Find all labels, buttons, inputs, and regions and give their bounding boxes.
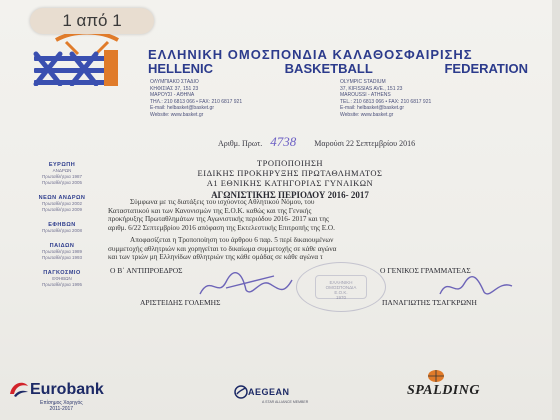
honours-sidebar <box>22 162 102 297</box>
signatory-name-right: ΠΑΝΑΓΙΩΤΗΣ ΤΣΑΓΚΡΩΝΗ <box>382 298 477 307</box>
viewer-scrollbar[interactable] <box>552 0 560 420</box>
protocol-number: 4738 <box>270 134 297 149</box>
honours-group: ΕΥΡΩΠΗ ΑΝΔΡΩΝ Πρωταθλήτρια 1987 Πρωταθλήτρια 2005 <box>42 162 82 185</box>
sponsor-spalding: SPALDING <box>407 383 480 398</box>
aegean-logo-icon <box>234 385 248 399</box>
sponsor-eurobank: Eurobank Επίσημος Χορηγός 2011-2017 <box>6 372 166 418</box>
signature-left <box>196 268 296 302</box>
federation-logo <box>22 34 146 86</box>
protocol-line <box>218 134 415 150</box>
honours-group: ΝΕΩΝ ΑΝΔΡΩΝ Πρωταθλήτρια 2002 Πρωταθλήτρια 2009 <box>38 195 86 212</box>
official-stamp: ΕΛΛΗΝΙΚΗ ΟΜΟΣΠΟΝΔΙΑ Ε.Ο.Κ. 1970 <box>296 262 386 312</box>
federation-name-greek: ΕΛΛΗΝΙΚΗ ΟΜΟΣΠΟΝΔΙΑ ΚΑΛΑΘΟΣΦΑΙΡΙΣΗΣ <box>148 47 473 62</box>
body-paragraph: Αποφασίζεται η Τροποποίηση του άρθρου 6 παρ. 5 περί δικαιουμένων συμμετοχής αθλητριών και χορηγείται το δικαίωμα συμμετοχής σε κάθε αγώνα και των τριών μη Ελληνίδων αθλητριών της κάθε ομάδας σε κάθε αγώνα τ <box>108 236 337 261</box>
sponsor-aegean: AEGEAN <box>248 387 290 397</box>
spalding-ball-icon <box>426 368 446 382</box>
body-paragraph: Σύμφωνα με τις διατάξεις του ισχύοντος Αθλητικού Νόμου, του Καταστατικού και των Κανονισμών της Ε.Ο.Κ. καθώς και της Γενικής προκήρυξης Πρωταθλημάτων της Αγωνιστικής περιόδου 2016- 2017 και της αριθμ. 6/22 Σεπτεμβρίου 2016 απόφαση της Εκτελεστικής Επιτροπής της Ε.Ο. <box>108 198 335 232</box>
document-date: Μαρούσι 22 Σεπτεμβρίου 2016 <box>314 139 416 148</box>
federation-name-english: HELLENIC BASKETBALL FEDERATION <box>148 61 528 76</box>
honours-group: ΠΑΙΔΩΝ Πρωταθλήτρια 1989 Πρωταθλήτρια 1993 <box>42 243 82 260</box>
aegean-tagline: A STAR ALLIANCE MEMBER <box>262 400 309 404</box>
signatory-role-right: Ο ΓΕΝΙΚΟΣ ΓΡΑΜΜΑΤΕΑΣ <box>380 266 471 275</box>
protocol-label: Αριθμ. Πρωτ. <box>218 139 263 148</box>
honours-group: ΕΦΗΒΩΝ Πρωταθλήτρια 2008 <box>42 222 82 233</box>
document-title: ΤΡΟΠΟΠΟΙΗΣΗ ΕΙΔΙΚΗΣ ΠΡΟΚΗΡΥΞΗΣ ΠΡΩΤΑΘΛΗΜΑΤΟΣ Α1 ΕΘΝΙΚΗΣ ΚΑΤΗΓΟΡΙΑΣ ΓΥΝΑΙΚΩΝ ΑΓΩΝΙΣΤΙΚΗΣ ΠΕΡΙΟΔΟΥ 2016- 2017 <box>197 158 383 200</box>
honours-group: ΠΑΓΚΟΣΜΙΟ ΕΦΗΒΩΝ Πρωταθλήτρια 1995 <box>42 270 82 287</box>
signatory-role-left: Ο Β΄ ΑΝΤΙΠΡΟΕΔΡΟΣ <box>110 266 183 275</box>
address-greek: ΟΛΥΜΠΙΑΚΟ ΣΤΑΔΙΟ ΚΗΦΙΣΙΑΣ 37, 151 23 ΜΑΡΟΥΣΙ - ΑΘΗΝΑ ΤΗΛ.: 210 6813 066 • FAX: 210 6817 921 E-mail: helbasket@basket.gr Website: www.basket.gr <box>150 79 243 118</box>
page-indicator: 1 από 1 <box>30 8 154 34</box>
eurobank-logo-icon <box>8 378 30 398</box>
address-english: OLYMPIC STADIUM 37, KIFISSIAS AVE., 151 23 MAROUSSI - ATHENS TEL.: 210 6813 066 • FAX: 210 6817 921 E-mail: helbasket@basket.gr Website: www.basket.gr <box>340 79 432 118</box>
signatory-name-left: ΑΡΙΣΤΕΙΔΗΣ ΓΟΛΕΜΗΣ <box>140 298 221 307</box>
